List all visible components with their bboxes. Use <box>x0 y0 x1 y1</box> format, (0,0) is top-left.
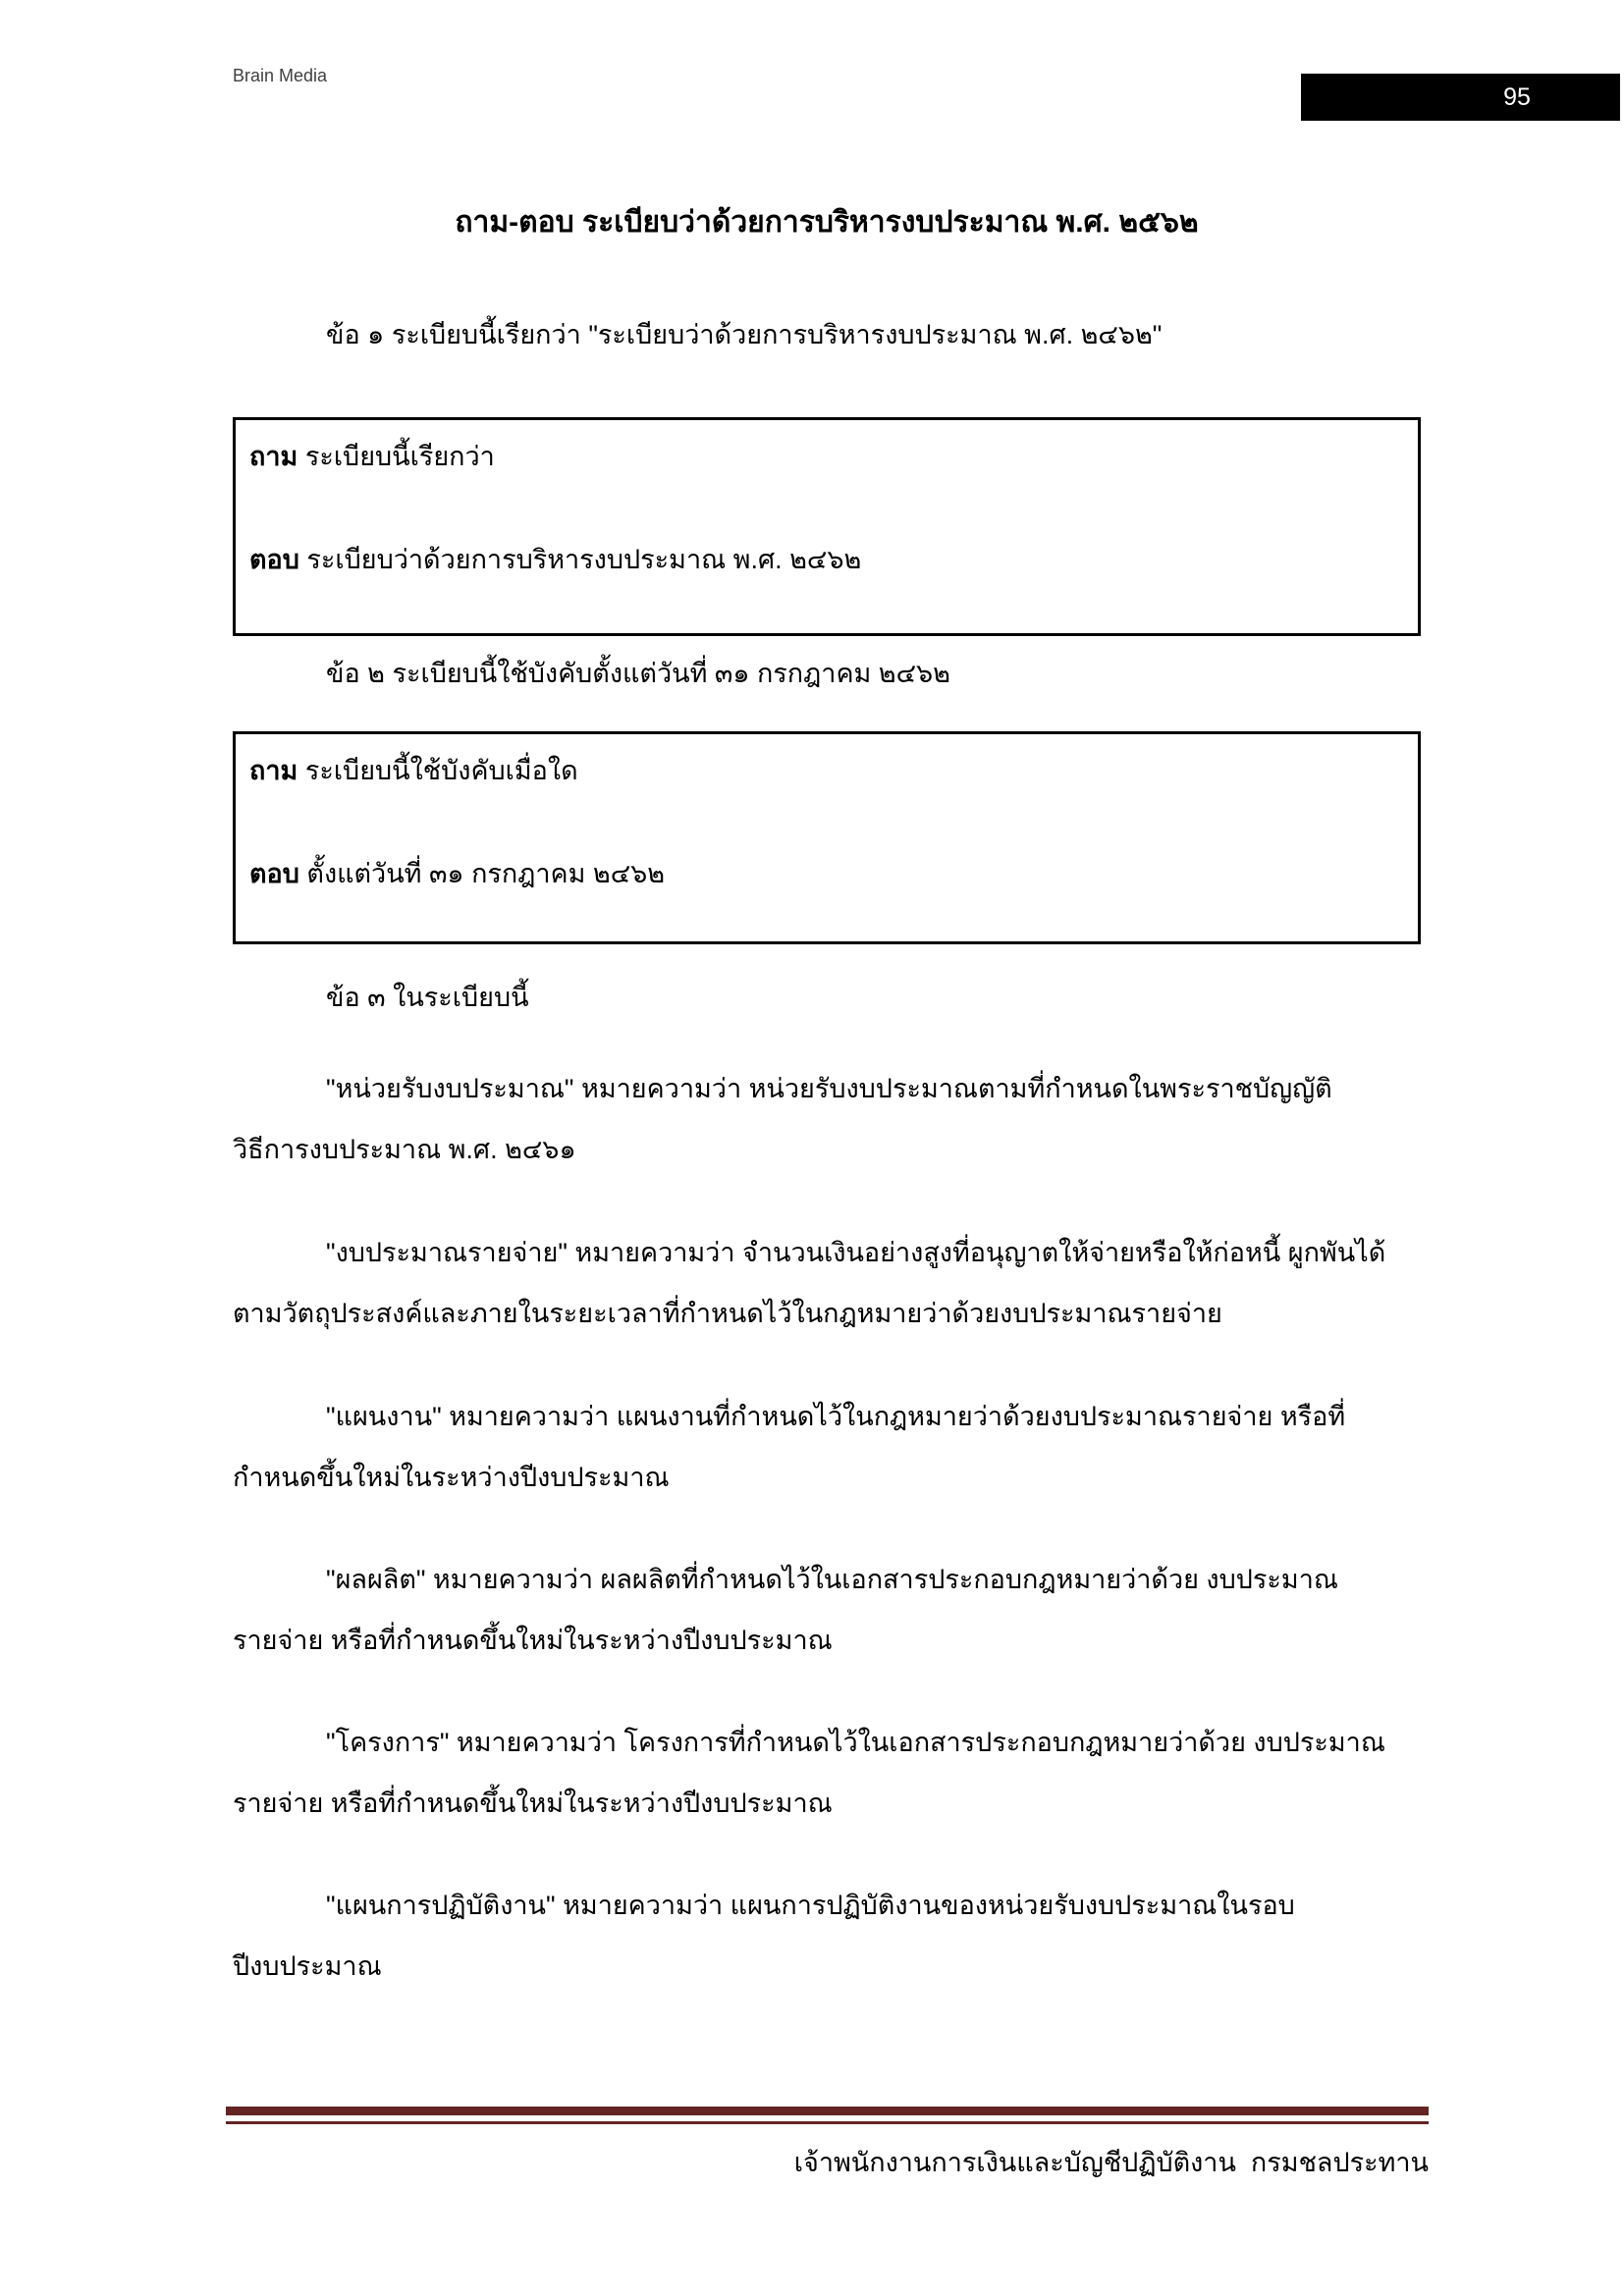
page-number: 95 <box>1503 83 1531 111</box>
definition-line: วิธีการงบประมาณ พ.ศ. ๒๔๖๑ <box>233 1135 576 1164</box>
definition-paragraph <box>233 1058 1421 1180</box>
qa2-answer-text: ตั้งแต่วันที่ ๓๑ กรกฎาคม ๒๔๖๒ <box>306 859 666 888</box>
definition-line: "โครงการ" หมายความว่า โครงการที่กำหนดไว้ในเอกสารประกอบกฎหมายว่าด้วย งบประมาณ <box>326 1728 1385 1757</box>
header-brand: Brain Media <box>233 66 328 85</box>
document-title: ถาม-ตอบ ระเบียบว่าด้วยการบริหารงบประมาณ พ.ศ. ๒๕๖๒ <box>455 206 1199 239</box>
qa2-question-line <box>249 746 1404 795</box>
qa1-question-label: ถาม <box>249 442 298 471</box>
footer-rule <box>226 2107 1429 2124</box>
definition-paragraph <box>233 1222 1421 1344</box>
qa1-question-line <box>249 432 1404 481</box>
definition-line: ปีงบประมาณ <box>233 1951 382 1981</box>
qa1-answer-text: ระเบียบว่าด้วยการบริหารงบประมาณ พ.ศ. ๒๔๖๒ <box>306 545 862 574</box>
page-number-badge <box>1301 74 1620 121</box>
definition-line: รายจ่าย หรือที่กำหนดขึ้นใหม่ในระหว่างปีงบประมาณ <box>233 1789 833 1818</box>
qa2-answer-label: ตอบ <box>249 859 299 888</box>
definition-line: "แผนการปฏิบัติงาน" หมายความว่า แผนการปฏิบัติงานของหน่วยรับงบประมาณในรอบ <box>326 1891 1295 1920</box>
qa2-answer-line <box>249 849 1404 898</box>
definition-line: "หน่วยรับงบประมาณ" หมายความว่า หน่วยรับงบประมาณตามที่กำหนดในพระราชบัญญัติ <box>326 1074 1332 1103</box>
definition-line: "ผลผลิต" หมายความว่า ผลผลิตที่กำหนดไว้ในเอกสารประกอบกฎหมายว่าด้วย งบประมาณ <box>326 1565 1338 1594</box>
definition-paragraph <box>233 1875 1421 1997</box>
definition-paragraph <box>233 1549 1421 1671</box>
qa1-question-text: ระเบียบนี้เรียกว่า <box>304 442 495 471</box>
definition-line: "แผนงาน" หมายความว่า แผนงานที่กำหนดไว้ในกฎหมายว่าด้วยงบประมาณรายจ่าย หรือที่ <box>326 1402 1346 1431</box>
definition-line: "งบประมาณรายจ่าย" หมายความว่า จำนวนเงินอย่างสูงที่อนุญาตให้จ่ายหรือให้ก่อหนี้ ผูกพันได้ <box>326 1238 1386 1267</box>
definition-line: กำหนดขึ้นใหม่ในระหว่างปีงบประมาณ <box>233 1463 670 1492</box>
qa2-question-label: ถาม <box>249 756 298 785</box>
clause-1: ข้อ ๑ ระเบียบนี้เรียกว่า "ระเบียบว่าด้วยการบริหารงบประมาณ พ.ศ. ๒๔๖๒" <box>326 320 1163 349</box>
definition-line: รายจ่าย หรือที่กำหนดขึ้นใหม่ในระหว่างปีงบประมาณ <box>233 1626 833 1655</box>
definition-paragraph <box>233 1386 1421 1508</box>
definition-line: ตามวัตถุประสงค์และภายในระยะเวลาที่กำหนดไว้ในกฎหมายว่าด้วยงบประมาณรายจ่าย <box>233 1299 1222 1328</box>
qa-box-2 <box>233 731 1421 944</box>
clause-2: ข้อ ๒ ระเบียบนี้ใช้บังคับตั้งแต่วันที่ ๓๑ กรกฎาคม ๒๔๖๒ <box>326 659 950 688</box>
qa-box-1 <box>233 417 1421 636</box>
qa1-answer-line <box>249 535 1404 584</box>
definition-paragraph <box>233 1712 1421 1834</box>
clause-3: ข้อ ๓ ในระเบียบนี้ <box>326 983 529 1012</box>
qa2-question-text: ระเบียบนี้ใช้บังคับเมื่อใด <box>304 756 578 785</box>
qa1-answer-label: ตอบ <box>249 545 299 574</box>
footer-credit: เจ้าพนักงานการเงินและบัญชีปฏิบัติงาน กรมชลประทาน <box>793 2148 1429 2177</box>
